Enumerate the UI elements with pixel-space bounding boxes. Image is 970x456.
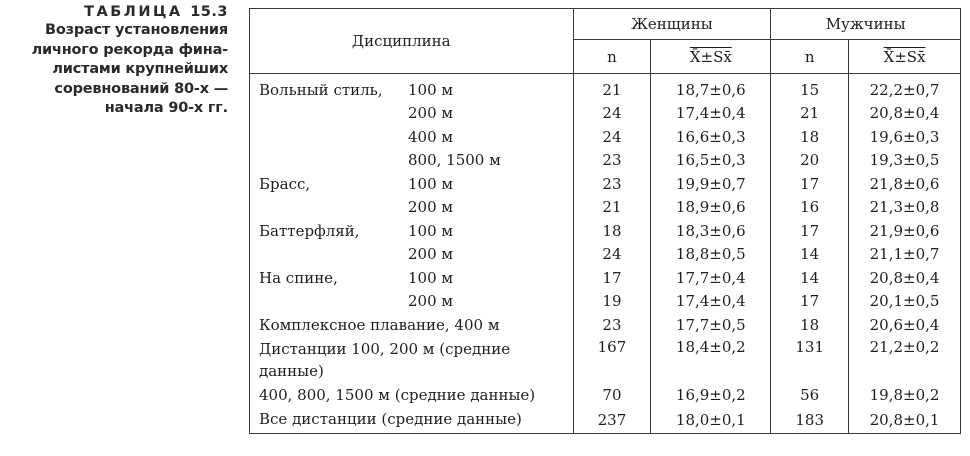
women-stat-cell: 16,9±0,2 [651, 384, 771, 408]
men-n-cell: 17 [771, 290, 849, 314]
women-n-cell: 21 [573, 74, 651, 102]
men-n-header: n [771, 40, 849, 74]
discipline-cell [250, 74, 574, 102]
discipline-cell [250, 196, 574, 220]
men-n-cell: 183 [771, 407, 849, 433]
table-row [250, 313, 961, 337]
distance: 200 м [408, 245, 454, 264]
discipline-cell: Дистанции 100, 200 м (средние данные) [250, 337, 574, 384]
distance: 200 м [408, 104, 454, 123]
women-n-header: n [573, 40, 651, 74]
discipline-cell [250, 102, 574, 126]
women-n-cell: 23 [573, 313, 651, 337]
discipline-cell [250, 172, 574, 196]
discipline-cell [250, 266, 574, 290]
table-row [250, 219, 961, 243]
women-stat-cell: 19,9±0,7 [651, 172, 771, 196]
table-row [250, 290, 961, 314]
men-n-cell: 18 [771, 313, 849, 337]
discipline-cell [250, 219, 574, 243]
table-number: 15.3 [190, 4, 228, 20]
women-n-cell: 167 [573, 337, 651, 384]
women-stat-cell: 17,7±0,4 [651, 266, 771, 290]
women-n-cell: 24 [573, 125, 651, 149]
men-stat-cell: 21,1±0,7 [849, 243, 961, 267]
women-n-cell: 18 [573, 219, 651, 243]
men-stat-cell: 19,3±0,5 [849, 149, 961, 173]
caption-line: соревнований 80-х — [54, 80, 228, 97]
table-caption [0, 3, 228, 119]
men-stat-cell: 19,8±0,2 [849, 384, 961, 408]
women-n-cell: 23 [573, 149, 651, 173]
table-body [250, 74, 961, 434]
distance: 100 м [408, 268, 454, 287]
women-stat-header-text: X̄±Sx̄ [689, 47, 732, 66]
distance: 400 м [408, 127, 454, 146]
data-table [249, 8, 961, 434]
men-n-cell: 15 [771, 74, 849, 102]
table-row [250, 337, 961, 384]
stroke-name: На спине, [259, 268, 338, 287]
men-n-cell: 21 [771, 102, 849, 126]
table-row [250, 266, 961, 290]
distance: 200 м [408, 198, 454, 217]
men-stat-cell: 21,3±0,8 [849, 196, 961, 220]
women-header: Женщины [573, 9, 771, 40]
men-n-cell: 56 [771, 384, 849, 408]
caption-line: начала 90-х гг. [104, 100, 228, 116]
discipline-cell [250, 125, 574, 149]
women-n-cell: 237 [573, 407, 651, 433]
distance: 100 м [408, 221, 454, 240]
women-stat-cell: 16,5±0,3 [651, 149, 771, 173]
women-stat-cell: 18,9±0,6 [651, 196, 771, 220]
women-stat-cell: 17,4±0,4 [651, 290, 771, 314]
stroke-name: Брасс, [259, 174, 311, 193]
men-n-cell: 14 [771, 266, 849, 290]
caption-line: личного рекорда фина- [31, 41, 228, 58]
table-row [250, 74, 961, 102]
discipline-cell [250, 243, 574, 267]
women-n-cell: 70 [573, 384, 651, 408]
distance: 100 м [408, 174, 454, 193]
men-stat-cell: 20,6±0,4 [849, 313, 961, 337]
distance: 200 м [408, 292, 454, 311]
women-stat-cell: 17,4±0,4 [651, 102, 771, 126]
men-n-cell: 14 [771, 243, 849, 267]
women-stat-cell: 18,8±0,5 [651, 243, 771, 267]
women-n-cell: 19 [573, 290, 651, 314]
men-n-cell: 20 [771, 149, 849, 173]
caption-line: листами крупнейших [52, 61, 228, 77]
discipline-cell: Все дистанции (средние данные) [250, 407, 574, 433]
distance: 800, 1500 м [408, 151, 501, 170]
discipline-cell: 400, 800, 1500 м (средние данные) [250, 384, 574, 408]
men-stat-cell: 19,6±0,3 [849, 125, 961, 149]
women-n-cell: 23 [573, 172, 651, 196]
discipline-cell [250, 149, 574, 173]
men-header: Мужчины [771, 9, 961, 40]
women-stat-cell: 17,7±0,5 [651, 313, 771, 337]
discipline-cell: Комплексное плавание, 400 м [250, 313, 574, 337]
discipline-cell [250, 290, 574, 314]
table-label [0, 3, 228, 21]
women-stat-cell: 18,7±0,6 [651, 74, 771, 102]
men-n-cell: 17 [771, 172, 849, 196]
men-n-cell: 16 [771, 196, 849, 220]
women-stat-cell: 18,4±0,2 [651, 337, 771, 384]
men-stat-cell: 20,8±0,1 [849, 407, 961, 433]
men-stat-cell: 20,1±0,5 [849, 290, 961, 314]
men-stat-cell: 22,2±0,7 [849, 74, 961, 102]
women-n-cell: 17 [573, 266, 651, 290]
stroke-name: Баттерфляй, [259, 221, 360, 240]
table-row [250, 125, 961, 149]
women-stat-cell: 16,6±0,3 [651, 125, 771, 149]
women-stat-cell: 18,3±0,6 [651, 219, 771, 243]
table-row [250, 407, 961, 433]
table-row [250, 102, 961, 126]
men-stat-cell: 20,8±0,4 [849, 266, 961, 290]
stroke-name: Вольный стиль, [259, 80, 383, 99]
table-label-word: ТАБЛИЦА [84, 4, 183, 20]
men-n-cell: 17 [771, 219, 849, 243]
men-n-cell: 131 [771, 337, 849, 384]
men-stat-cell: 21,2±0,2 [849, 337, 961, 384]
discipline-header: Дисциплина [250, 9, 574, 74]
table-row [250, 149, 961, 173]
distance: 100 м [408, 80, 454, 99]
women-stat-cell: 18,0±0,1 [651, 407, 771, 433]
table-row [250, 196, 961, 220]
men-stat-cell: 21,8±0,6 [849, 172, 961, 196]
table-row [250, 172, 961, 196]
women-stat-header [651, 40, 771, 74]
table-row [250, 243, 961, 267]
table-row [250, 384, 961, 408]
men-stat-cell: 20,8±0,4 [849, 102, 961, 126]
men-stat-cell: 21,9±0,6 [849, 219, 961, 243]
caption-line: Возраст установления [45, 22, 228, 38]
men-n-cell: 18 [771, 125, 849, 149]
women-n-cell: 21 [573, 196, 651, 220]
women-n-cell: 24 [573, 243, 651, 267]
women-n-cell: 24 [573, 102, 651, 126]
men-stat-header-text: X̄±Sx̄ [883, 47, 926, 66]
men-stat-header [849, 40, 961, 74]
